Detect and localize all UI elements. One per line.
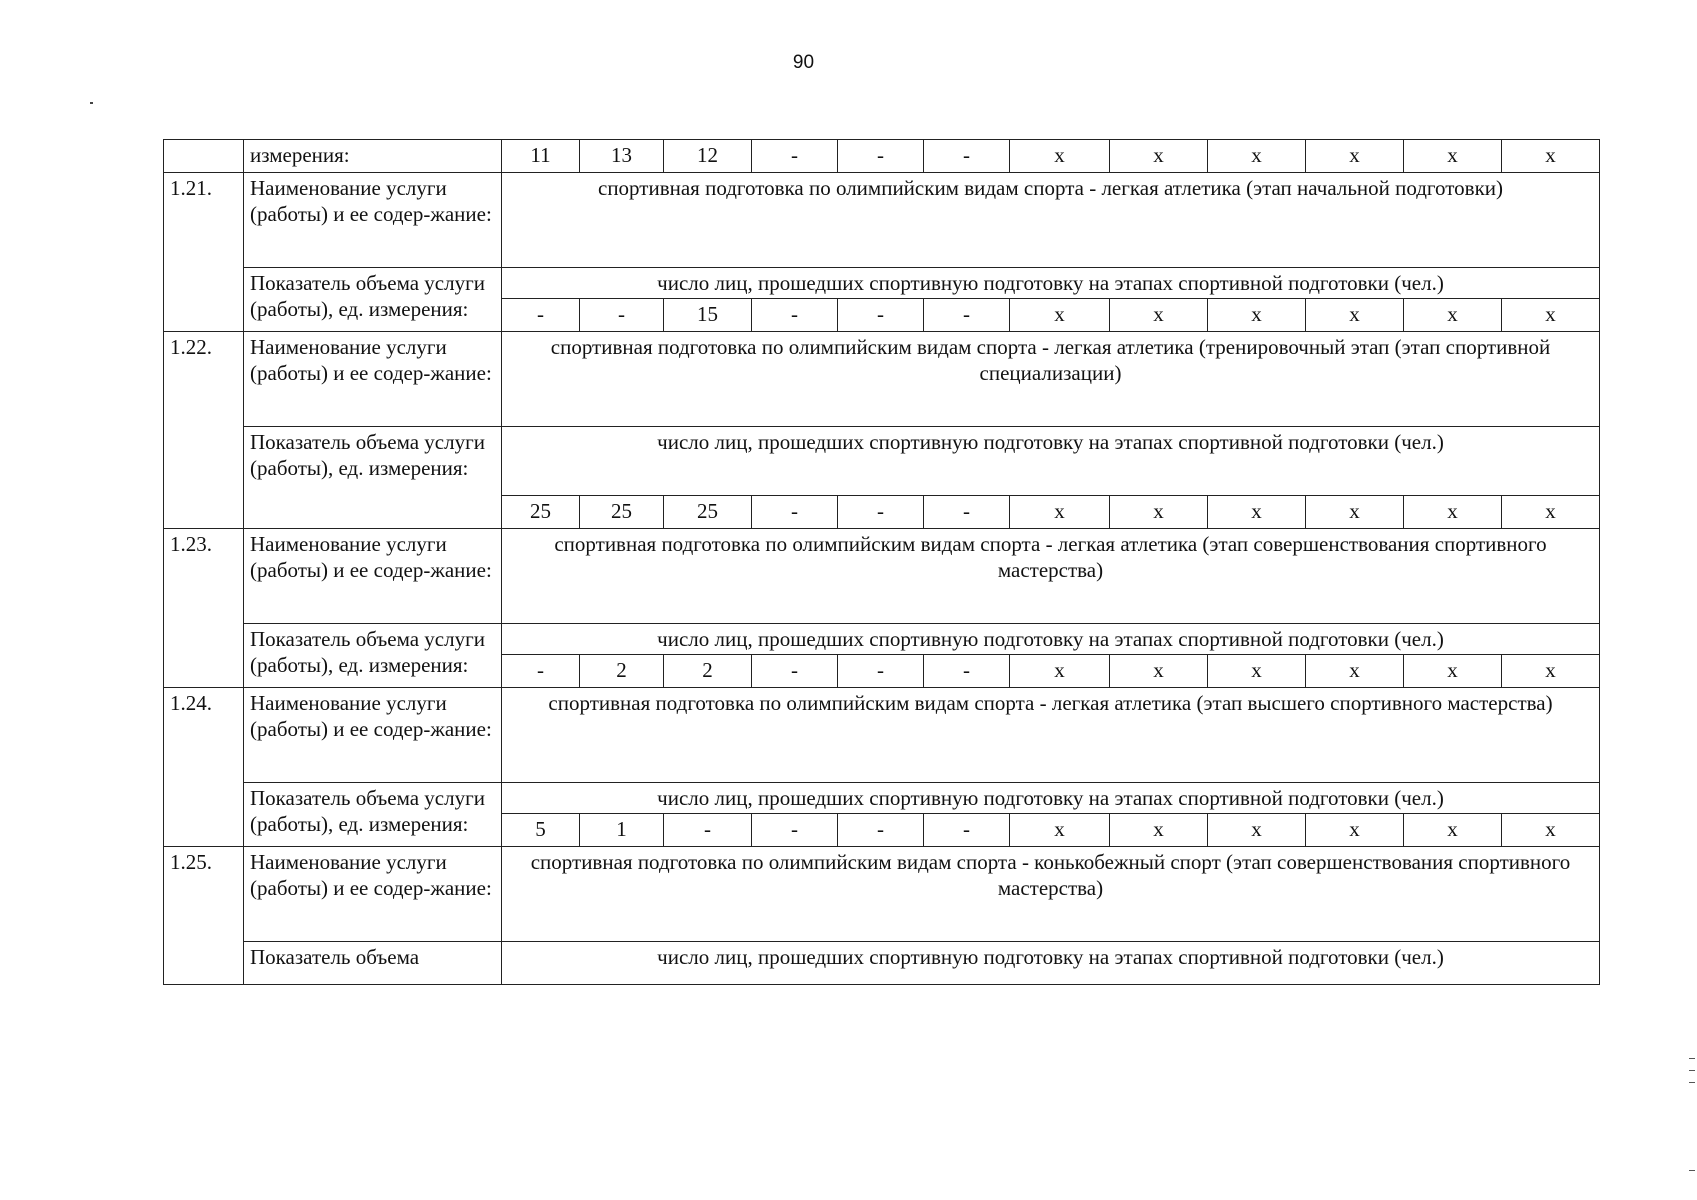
value-cell: x <box>1404 140 1502 173</box>
value-cell: 2 <box>580 655 664 688</box>
indicator-value: число лиц, прошедших спортивную подготовку на этапах спортивной подготовки (чел.) <box>502 942 1600 985</box>
value-cell: - <box>924 299 1010 332</box>
service-name-value: спортивная подготовка по олимпийским видам спорта - легкая атлетика (этап начальной подготовки) <box>502 173 1600 268</box>
table-row <box>164 783 1600 814</box>
value-cell: 1 <box>580 814 664 847</box>
indicator-value: число лиц, прошедших спортивную подготовку на этапах спортивной подготовки (чел.) <box>502 427 1600 496</box>
table-row <box>164 942 1600 985</box>
value-cell: x <box>1208 140 1306 173</box>
value-cell: x <box>1502 814 1600 847</box>
scan-edge-mark <box>1689 1082 1695 1083</box>
value-cell: - <box>924 655 1010 688</box>
value-cell: x <box>1208 299 1306 332</box>
scan-edge-mark <box>1689 1170 1695 1171</box>
value-cell: x <box>1110 814 1208 847</box>
value-cell: x <box>1306 655 1404 688</box>
service-name-value: спортивная подготовка по олимпийским видам спорта - легкая атлетика (этап совершенствования спортивного мастерства) <box>502 529 1600 624</box>
value-cell: x <box>1110 299 1208 332</box>
value-cell: x <box>1010 496 1110 529</box>
value-cell: - <box>752 814 838 847</box>
value-cell: x <box>1010 140 1110 173</box>
indicator-label: Показатель объема услуги (работы), ед. измерения: <box>244 624 502 688</box>
service-name-label: Наименование услуги (работы) и ее содер-жание: <box>244 847 502 942</box>
value-cell: x <box>1110 655 1208 688</box>
table-row <box>164 140 1600 173</box>
value-cell: x <box>1502 655 1600 688</box>
service-name-label: Наименование услуги (работы) и ее содер-жание: <box>244 688 502 783</box>
value-cell: 15 <box>664 299 752 332</box>
value-cell: 2 <box>664 655 752 688</box>
scan-edge-mark <box>1689 1070 1695 1071</box>
service-name-label: Наименование услуги (работы) и ее содер-жание: <box>244 529 502 624</box>
value-cell: 25 <box>580 496 664 529</box>
table-row <box>164 624 1600 655</box>
service-name-label: Наименование услуги (работы) и ее содер-жание: <box>244 173 502 268</box>
indicator-label-cont: измерения: <box>244 140 502 173</box>
value-cell: x <box>1010 299 1110 332</box>
value-cell: x <box>1502 299 1600 332</box>
indicator-label: Показатель объема услуги (работы), ед. измерения: <box>244 268 502 332</box>
value-cell: 5 <box>502 814 580 847</box>
row-number: 1.22. <box>164 332 244 529</box>
table-row <box>164 332 1600 427</box>
table-row <box>164 427 1600 496</box>
table-row <box>164 268 1600 299</box>
indicator-label: Показатель объема услуги (работы), ед. измерения: <box>244 427 502 529</box>
table-row <box>164 847 1600 942</box>
value-cell: 12 <box>664 140 752 173</box>
value-cell: - <box>838 140 924 173</box>
value-cell: x <box>1404 655 1502 688</box>
value-cell: x <box>1306 496 1404 529</box>
value-cell: x <box>1110 140 1208 173</box>
value-cell: - <box>838 496 924 529</box>
page-number: 90 <box>792 52 815 73</box>
table-row <box>164 173 1600 268</box>
value-cell: x <box>1110 496 1208 529</box>
value-cell: - <box>838 814 924 847</box>
value-cell: 25 <box>502 496 580 529</box>
value-cell: 13 <box>580 140 664 173</box>
table-row <box>164 529 1600 624</box>
value-cell: x <box>1404 814 1502 847</box>
value-cell: - <box>502 655 580 688</box>
service-name-value: спортивная подготовка по олимпийским видам спорта - конькобежный спорт (этап совершенствования спортивного мастерства) <box>502 847 1600 942</box>
row-number: 1.25. <box>164 847 244 985</box>
row-number-cell <box>164 140 244 173</box>
value-cell: x <box>1404 496 1502 529</box>
value-cell: x <box>1306 299 1404 332</box>
value-cell: - <box>752 140 838 173</box>
value-cell: - <box>924 140 1010 173</box>
row-number: 1.23. <box>164 529 244 688</box>
indicator-label: Показатель объема <box>244 942 502 985</box>
table-row <box>164 688 1600 783</box>
value-cell: - <box>838 299 924 332</box>
value-cell: x <box>1502 140 1600 173</box>
value-cell: x <box>1208 814 1306 847</box>
indicator-value: число лиц, прошедших спортивную подготовку на этапах спортивной подготовки (чел.) <box>502 268 1600 299</box>
value-cell: - <box>924 814 1010 847</box>
value-cell: x <box>1502 496 1600 529</box>
service-name-value: спортивная подготовка по олимпийским видам спорта - легкая атлетика (этап высшего спортивного мастерства) <box>502 688 1600 783</box>
row-number: 1.21. <box>164 173 244 332</box>
services-table <box>163 139 1600 985</box>
value-cell: x <box>1010 655 1110 688</box>
indicator-value: число лиц, прошедших спортивную подготовку на этапах спортивной подготовки (чел.) <box>502 783 1600 814</box>
value-cell: - <box>502 299 580 332</box>
scan-edge-mark <box>1689 1058 1695 1059</box>
value-cell: x <box>1010 814 1110 847</box>
indicator-value: число лиц, прошедших спортивную подготовку на этапах спортивной подготовки (чел.) <box>502 624 1600 655</box>
value-cell: - <box>752 299 838 332</box>
value-cell: x <box>1404 299 1502 332</box>
value-cell: - <box>664 814 752 847</box>
value-cell: - <box>580 299 664 332</box>
scan-speck <box>90 102 93 104</box>
value-cell: x <box>1306 140 1404 173</box>
value-cell: x <box>1306 814 1404 847</box>
value-cell: - <box>752 496 838 529</box>
value-cell: - <box>838 655 924 688</box>
row-number: 1.24. <box>164 688 244 847</box>
value-cell: - <box>752 655 838 688</box>
value-cell: - <box>924 496 1010 529</box>
indicator-label: Показатель объема услуги (работы), ед. измерения: <box>244 783 502 847</box>
value-cell: 11 <box>502 140 580 173</box>
service-name-label: Наименование услуги (работы) и ее содер-жание: <box>244 332 502 427</box>
value-cell: x <box>1208 496 1306 529</box>
service-name-value: спортивная подготовка по олимпийским видам спорта - легкая атлетика (тренировочный этап (этап спортивной специализации) <box>502 332 1600 427</box>
value-cell: 25 <box>664 496 752 529</box>
value-cell: x <box>1208 655 1306 688</box>
